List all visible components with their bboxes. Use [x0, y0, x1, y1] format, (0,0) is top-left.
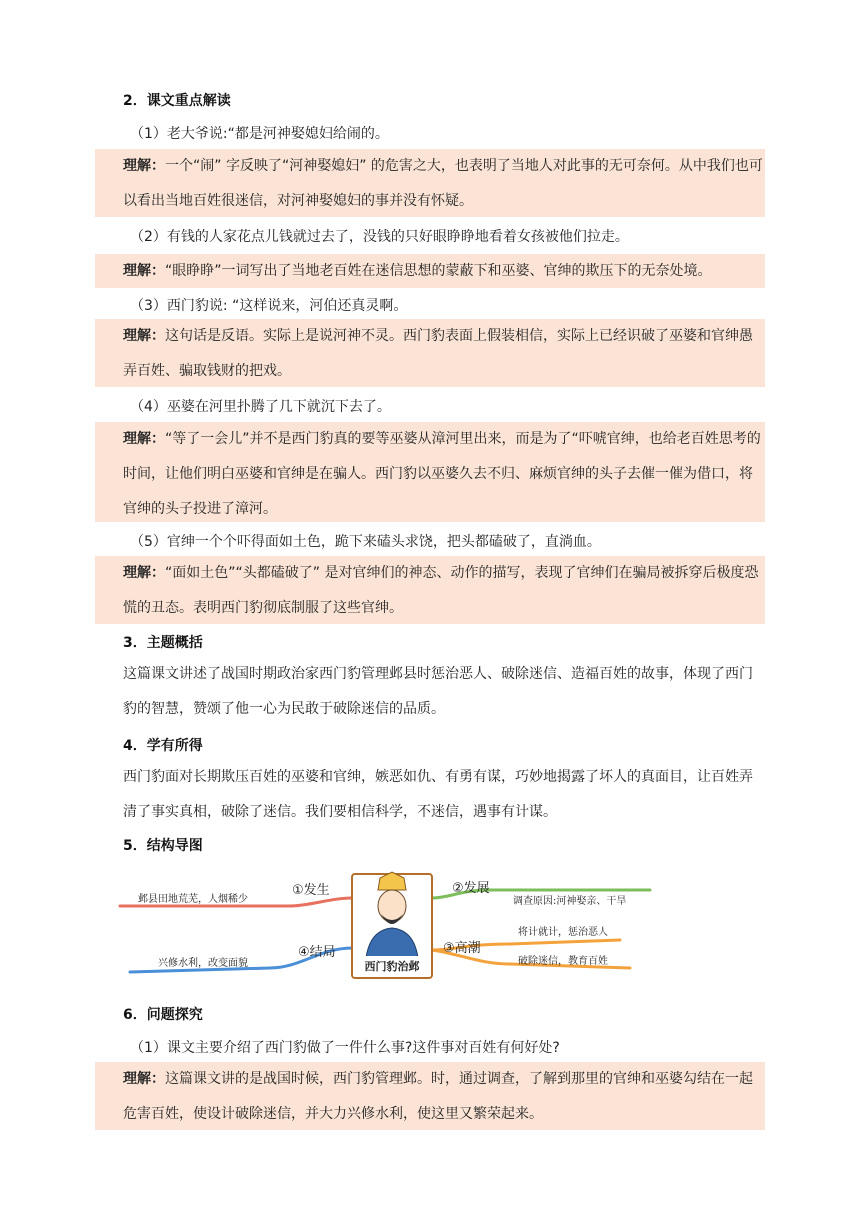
structure-mindmap	[100, 868, 680, 986]
leaf-1: 邺县田地荒芜，人烟稀少	[138, 894, 248, 905]
explanation-box-1	[95, 149, 765, 217]
quote-5: （5）官绅一个个吓得面如土色，跪下来磕头求饶，把头都磕破了，直淌血。	[130, 534, 601, 550]
explanation-text: “面如土色”“头都磕破了” 是对官绅们的神态、动作的描写，表现了官绅们在骗局被拆穿后极度恐慌的丑态。表明西门豹彻底制服了这些官绅。	[123, 565, 759, 616]
explanation-box-4	[95, 422, 765, 522]
quote-1: （1）老大爷说:“都是河神娶媳妇给闹的。	[130, 126, 389, 142]
explanation-box-6	[95, 1062, 765, 1130]
section-heading-4: 4．学有所得	[123, 738, 203, 754]
explanation-2	[95, 254, 765, 289]
explanation-text: 这句话是反语。实际上是说河神不灵。西门豹表面上假装相信，实际上已经识破了巫婆和官绅愚弄百姓、骗取钱财的把戏。	[123, 328, 753, 379]
theme-text: 这篇课文讲述了战国时期政治家西门豹管理邺县时惩治恶人、破除迷信、造福百姓的故事，体现了西门豹的智慧，赞颂了他一心为民敢于破除迷信的品质。	[123, 666, 753, 717]
leaf-2: 调查原因:河神娶亲、干旱	[513, 896, 627, 907]
label-understanding: 理解：	[123, 431, 165, 447]
label-understanding: 理解：	[123, 158, 165, 174]
section-heading-5: 5．结构导图	[123, 838, 203, 854]
explanation-box-3	[95, 319, 765, 387]
label-understanding: 理解：	[123, 1071, 165, 1087]
branch-label-4: ④结局	[298, 945, 336, 960]
explanation-box-2	[95, 254, 765, 288]
explanation-text: “眼睁睁”一词写出了当地老百姓在迷信思想的蒙蔽下和巫婆、官绅的欺压下的无奈处境。	[165, 263, 712, 279]
explanation-text: 一个“闹” 字反映了“河神娶媳妇” 的危害之大，也表明了当地人对此事的无可奈何。从中我们也可以看出当地百姓很迷信，对河神娶媳妇的事并没有怀疑。	[123, 158, 763, 209]
quote-2: （2）有钱的人家花点儿钱就过去了，没钱的只好眼睁睁地看着女孩被他们拉走。	[130, 229, 629, 245]
branch-label-2: ②发展	[452, 881, 490, 896]
explanation-box-5	[95, 556, 765, 624]
quote-3: （3）西门豹说: “这样说来，河伯还真灵啊。	[130, 298, 408, 314]
center-title: 西门豹治邺	[364, 960, 420, 973]
explanation-4	[95, 422, 765, 527]
question-1: （1）课文主要介绍了西门豹做了一件什么事?这件事对百姓有何好处?	[130, 1040, 560, 1056]
explanation-5	[95, 556, 765, 626]
section-heading-3: 3．主题概括	[123, 635, 203, 651]
leaf-3a: 将计就计，惩治恶人	[518, 927, 608, 938]
learning-paragraph	[95, 760, 765, 830]
label-understanding: 理解：	[123, 263, 165, 279]
section-heading-6: 6．问题探究	[123, 1007, 203, 1023]
quote-4: （4）巫婆在河里扑腾了几下就沉下去了。	[130, 399, 391, 415]
leaf-3b: 破除迷信，教育百姓	[518, 956, 608, 967]
branch-label-3: ③高潮	[443, 941, 481, 956]
leaf-4: 兴修水利，改变面貌	[158, 958, 248, 969]
theme-paragraph	[95, 657, 765, 727]
portrait-face-icon	[378, 890, 406, 922]
section-heading-2: 2．课文重点解读	[123, 93, 231, 109]
explanation-6	[95, 1062, 765, 1132]
learning-text: 西门豹面对长期欺压百姓的巫婆和官绅，嫉恶如仇、有勇有谋，巧妙地揭露了坏人的真面目，让百姓弄清了事实真相，破除了迷信。我们要相信科学，不迷信，遇事有计谋。	[123, 769, 753, 820]
explanation-text: 这篇课文讲的是战国时候，西门豹管理邺。时，通过调查，了解到那里的官绅和巫婆勾结在一起危害百姓，使设计破除迷信，并大力兴修水利，使这里又繁荣起来。	[123, 1071, 753, 1122]
label-understanding: 理解：	[123, 565, 165, 581]
center-node	[352, 872, 432, 978]
branch-label-1: ①发生	[292, 883, 330, 898]
explanation-1	[95, 149, 765, 219]
explanation-3	[95, 319, 765, 389]
label-understanding: 理解：	[123, 328, 165, 344]
explanation-text: “等了一会儿”并不是西门豹真的要等巫婆从漳河里出来，而是为了“吓唬官绅，也给老百姓思考的时间，让他们明白巫婆和官绅是在骗人。西门豹以巫婆久去不归、麻烦官绅的头子去催一催为借口，将官绅的头子投进了漳河。	[123, 431, 761, 517]
